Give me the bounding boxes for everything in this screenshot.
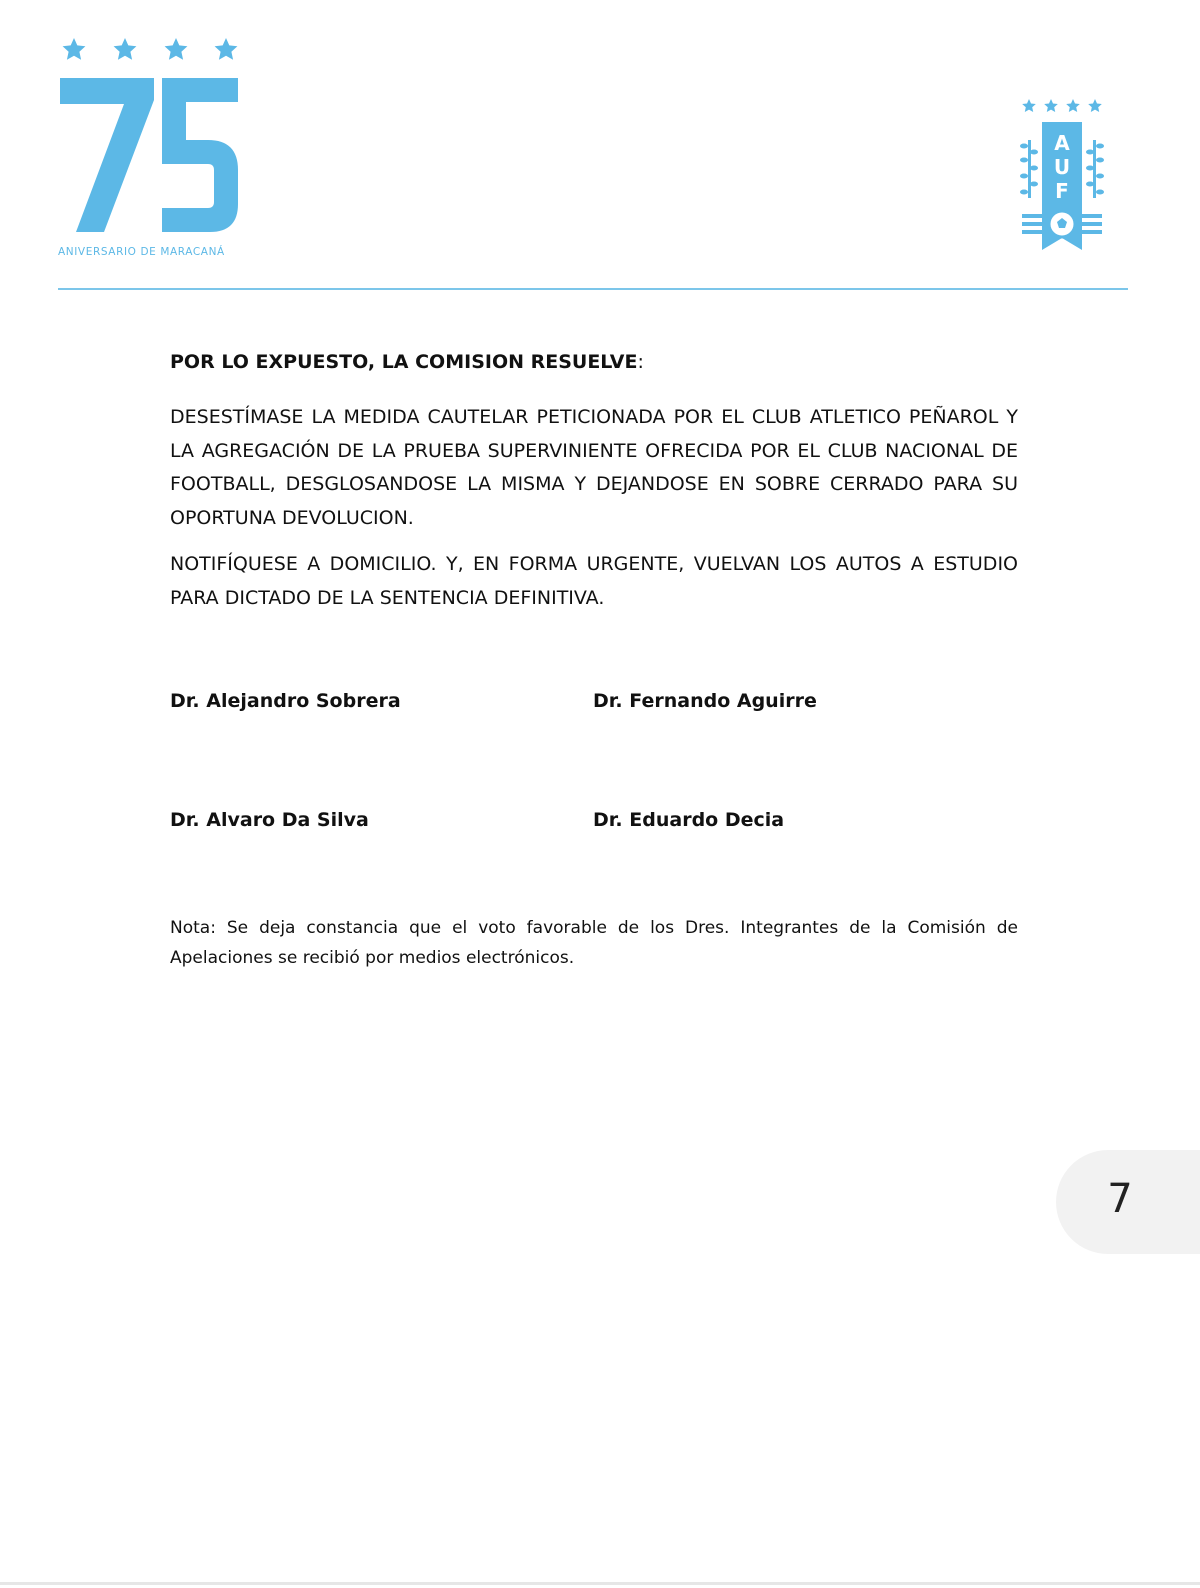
- heading-colon: :: [637, 351, 644, 373]
- star-icon: [215, 38, 238, 60]
- heading-text: POR LO EXPUESTO, LA COMISION RESUELVE: [170, 351, 638, 373]
- auf-crest-logo: [1014, 94, 1110, 264]
- star-icon: [1044, 99, 1058, 112]
- resolution-paragraph: NOTIFÍQUESE A DOMICILIO. Y, EN FORMA URGENTE, VUELVAN LOS AUTOS A ESTUDIO PARA DICTADO DE LA SENTENCIA DEFINITIVA.: [170, 553, 1018, 609]
- star-icon: [63, 38, 86, 60]
- star-icon: [1066, 99, 1080, 112]
- page-number: 7: [1107, 1176, 1133, 1222]
- laurel-left-icon: [1020, 140, 1038, 198]
- signature-name: Dr. Eduardo Decia: [593, 809, 785, 831]
- star-icon: [1022, 99, 1036, 112]
- signature-name: Dr. Fernando Aguirre: [593, 690, 817, 712]
- star-icon: [1088, 99, 1102, 112]
- page-number-badge: [1056, 1150, 1200, 1254]
- resolution-section: [170, 345, 1018, 628]
- resolution-paragraph: DESESTÍMASE LA MEDIDA CAUTELAR PETICIONADA POR EL CLUB ATLETICO PEÑAROL Y LA AGREGACIÓN DE LA PRUEBA SUPERVINIENTE OFRECIDA POR EL CLUB NACIONAL DE FOOTBALL, DESGLOSANDOSE LA MISMA Y DEJANDOSE EN SOBRE CERRADO PARA SU OPORTUNA DEVOLUCION.: [170, 406, 1018, 529]
- star-icon: [165, 38, 188, 60]
- auf-shield-graphic: [1014, 94, 1110, 264]
- star-icon: [114, 38, 137, 60]
- digit-seven-shape: [60, 78, 154, 232]
- page-bottom-border: [0, 1582, 1200, 1585]
- signature-name: Dr. Alejandro Sobrera: [170, 690, 401, 712]
- laurel-right-icon: [1086, 140, 1104, 198]
- header-divider: [58, 288, 1128, 290]
- signature-block: [170, 690, 1018, 860]
- auf-letter-a: A: [1054, 131, 1070, 155]
- auf-letter-f: F: [1055, 179, 1069, 203]
- auf-letter-u: U: [1053, 155, 1071, 179]
- digit-five-shape: [162, 78, 238, 232]
- logo-75-graphic: [58, 34, 248, 239]
- resolution-heading: [170, 345, 1018, 379]
- signature-name: Dr. Alvaro Da Silva: [170, 809, 369, 831]
- footnote-text: Nota: Se deja constancia que el voto favorable de los Dres. Integrantes de la Comisión de Apelaciones se recibió por medios electrónicos.: [170, 918, 1018, 968]
- logo-caption: ANIVERSARIO DE MARACANÁ: [58, 246, 225, 258]
- aniversario-75-logo: [58, 34, 248, 266]
